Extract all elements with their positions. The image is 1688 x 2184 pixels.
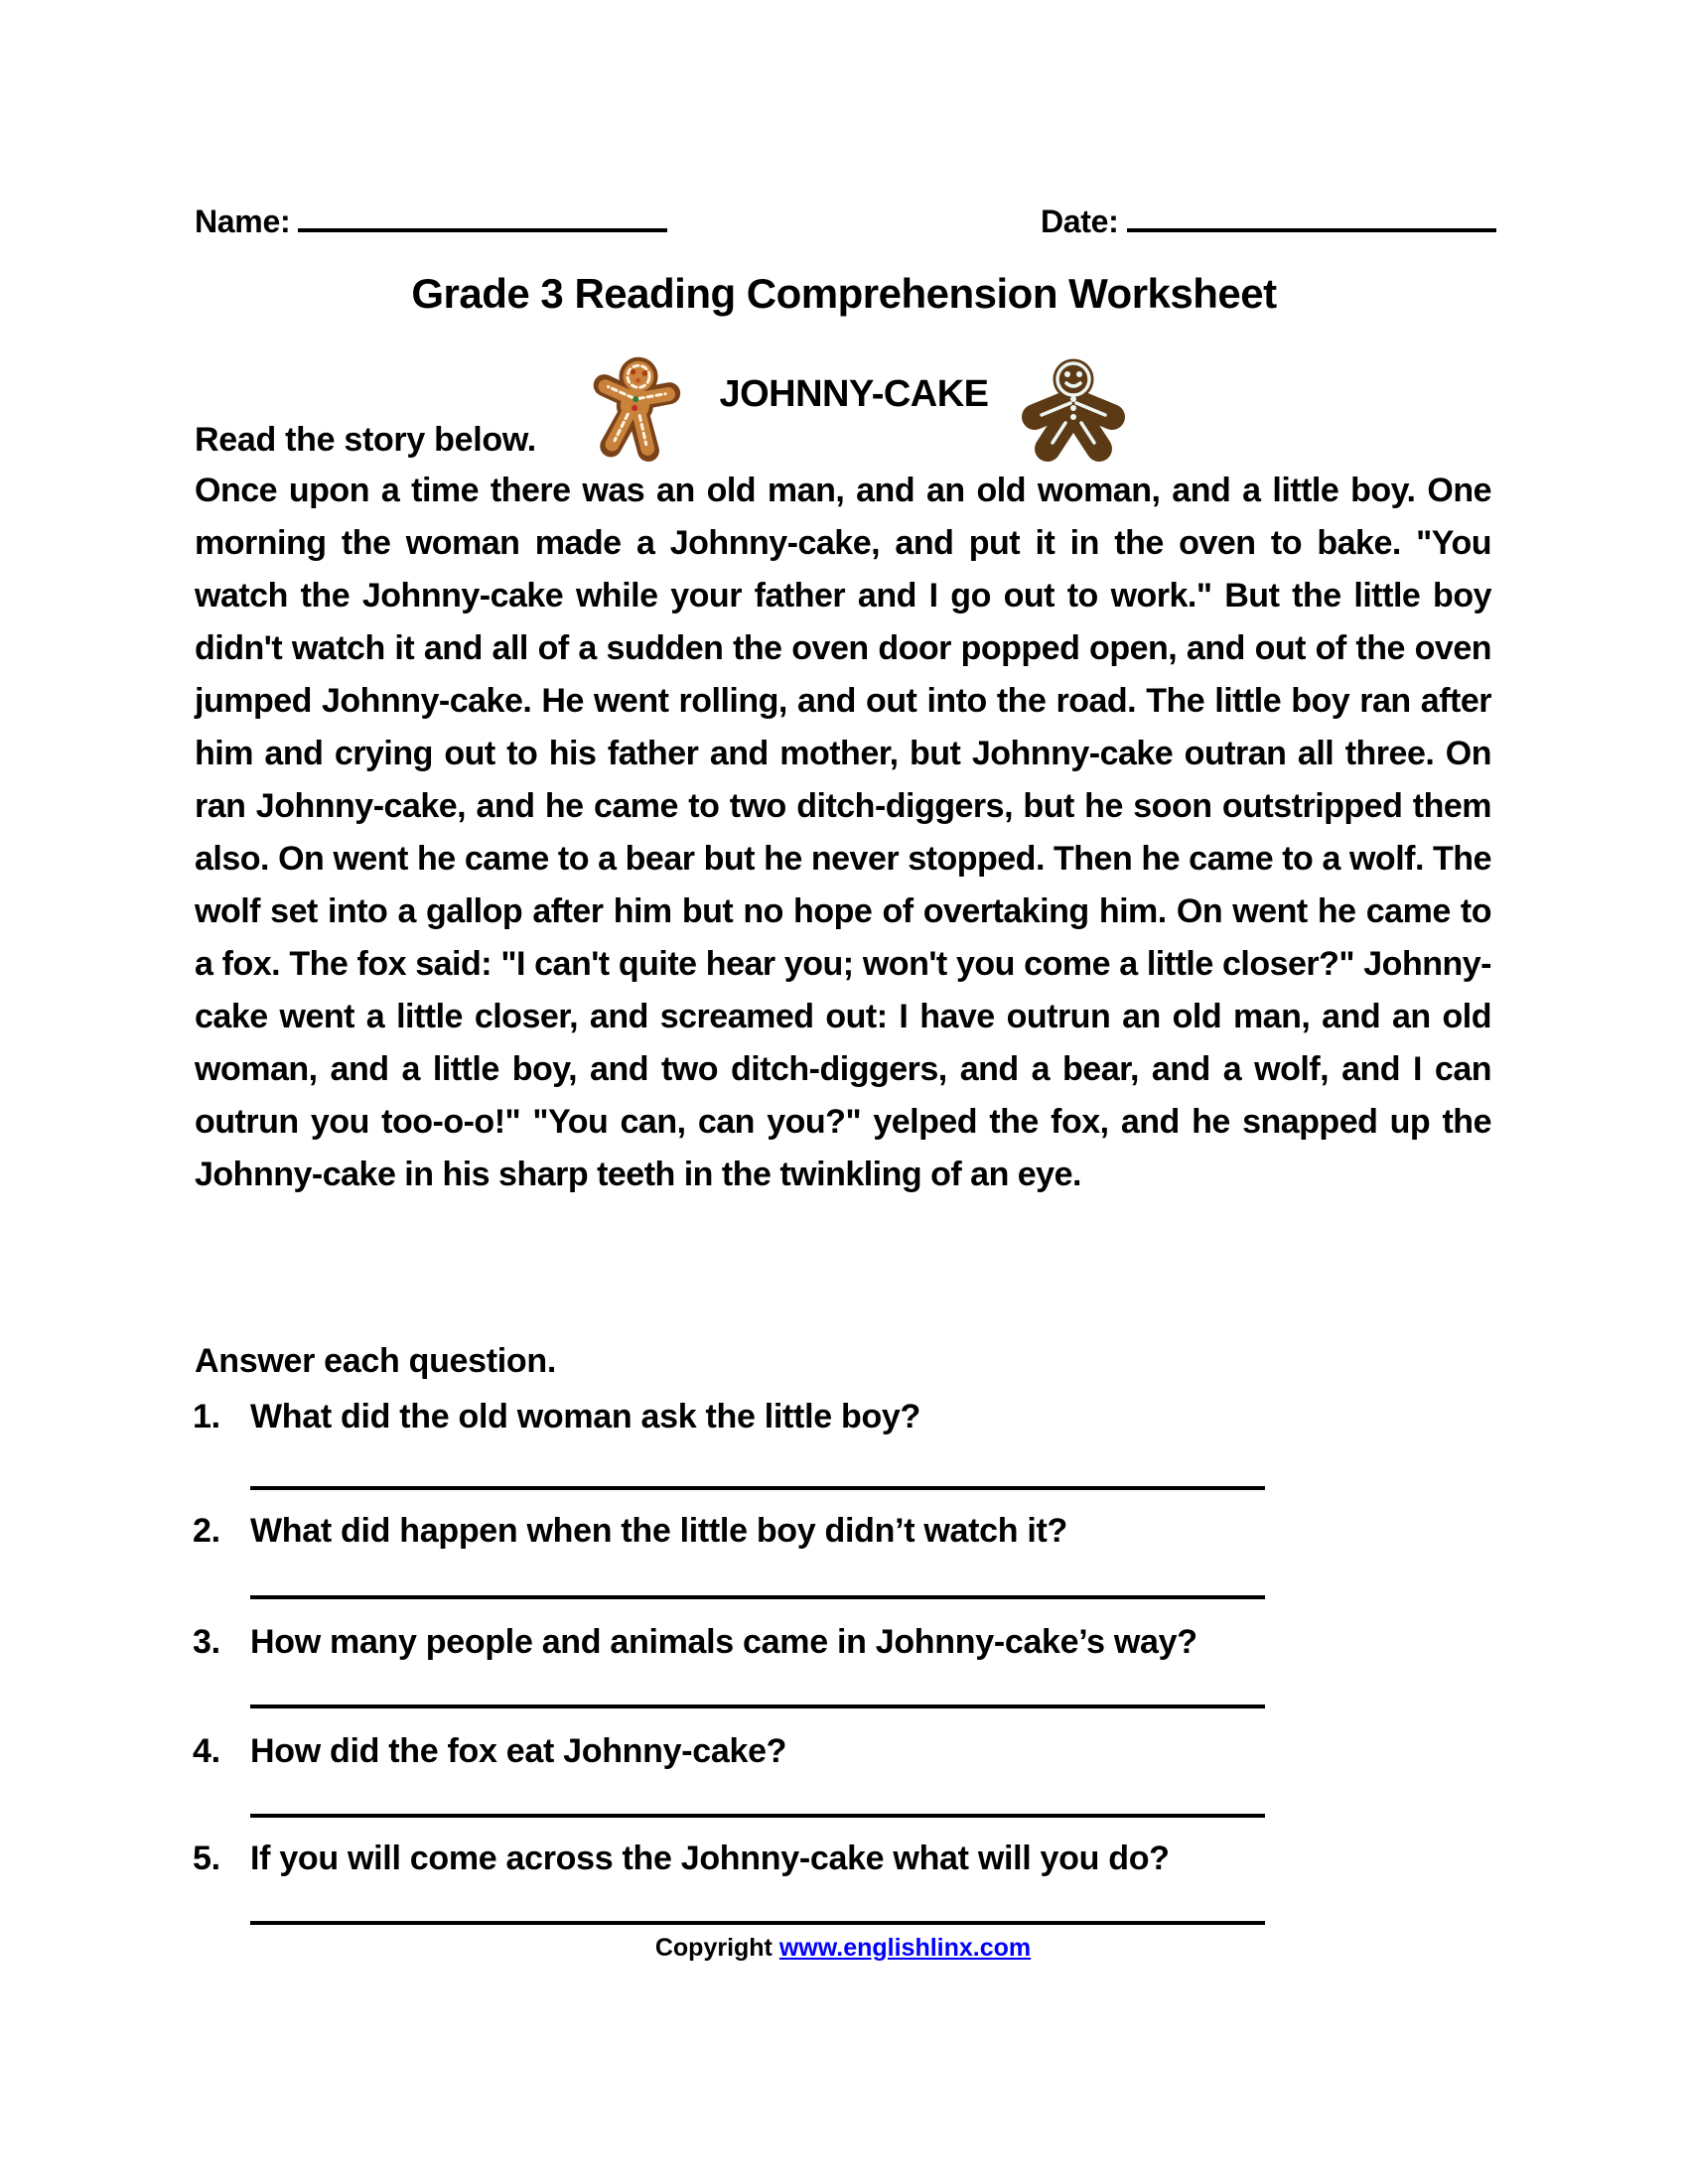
question-item: [193, 1732, 1493, 1771]
copyright-link[interactable]: www.englishlinx.com: [778, 1934, 1032, 1962]
answer-blank-line: [250, 1486, 1265, 1490]
name-blank-line: [298, 197, 667, 232]
date-field-group: [1041, 197, 1496, 240]
question-number: 5.: [193, 1840, 220, 1877]
question-item: [193, 1512, 1493, 1551]
gingerbread-man-icon: [582, 349, 687, 467]
page-title: Grade 3 Reading Comprehension Worksheet: [411, 270, 1277, 317]
question-text: What did the old woman ask the little boy?: [250, 1398, 920, 1435]
question-item: [193, 1398, 1493, 1436]
gingerbread-man-icon: [1017, 353, 1130, 469]
question-text: If you will come across the Johnny-cake what will you do?: [250, 1840, 1170, 1877]
question-number: 4.: [193, 1732, 220, 1770]
name-label: Name:: [195, 204, 291, 239]
question-text: How did the fox eat Johnny-cake?: [250, 1732, 787, 1770]
story-paragraph: Once upon a time there was an old man, and an old woman, and a little boy. One morning the woman made a Johnny-cake, and put it in the oven to bake. "You watch the Johnny-cake while your father and I go out to work." But the little boy didn't watch it and all of a sudden the oven door popped open, and out of the oven jumped Johnny-cake. He went rolling, and out into the road. The little boy ran after him and crying out to his father and mother, but Johnny-cake outran all three. On ran Johnny-cake, and he came to two ditch-diggers, but he soon outstripped them also. On went he came to a bear but he never stopped. Then he came to a wolf. The wolf set into a gallop after him but no hope of overtaking him. On went he came to a fox. The fox said: "I can't quite hear you; won't you come a little closer?" Johnny-cake went a little closer, and screamed out: I have outrun an old man, and an old woman, and a little boy, and two ditch-diggers, and a bear, and a wolf, and I can outrun you too-o-o!" "You can, can you?" yelped the fox, and he snapped up the Johnny-cake in his sharp teeth in the twinkling of an eye.: [195, 472, 1491, 1193]
read-instruction: Read the story below.: [195, 421, 536, 459]
question-number: 2.: [193, 1512, 220, 1550]
story-title: JOHNNY-CAKE: [719, 373, 989, 415]
copyright-footer: [195, 1934, 1491, 1963]
question-text: What did happen when the little boy didn’t watch it?: [250, 1512, 1068, 1550]
name-field-group: [195, 197, 667, 240]
answer-blank-line: [250, 1814, 1265, 1818]
question-text: How many people and animals came in Johnny-cake’s way?: [250, 1623, 1197, 1661]
answer-instruction: Answer each question.: [195, 1342, 557, 1380]
copyright-label: Copyright: [654, 1934, 773, 1962]
date-blank-line: [1127, 197, 1496, 232]
answer-blank-line: [250, 1595, 1265, 1599]
question-item: [193, 1623, 1493, 1662]
question-number: 1.: [193, 1398, 220, 1435]
question-item: [193, 1840, 1493, 1878]
question-number: 3.: [193, 1623, 220, 1661]
answer-blank-line: [250, 1705, 1265, 1708]
date-label: Date:: [1041, 204, 1119, 239]
answer-blank-line: [250, 1921, 1265, 1925]
